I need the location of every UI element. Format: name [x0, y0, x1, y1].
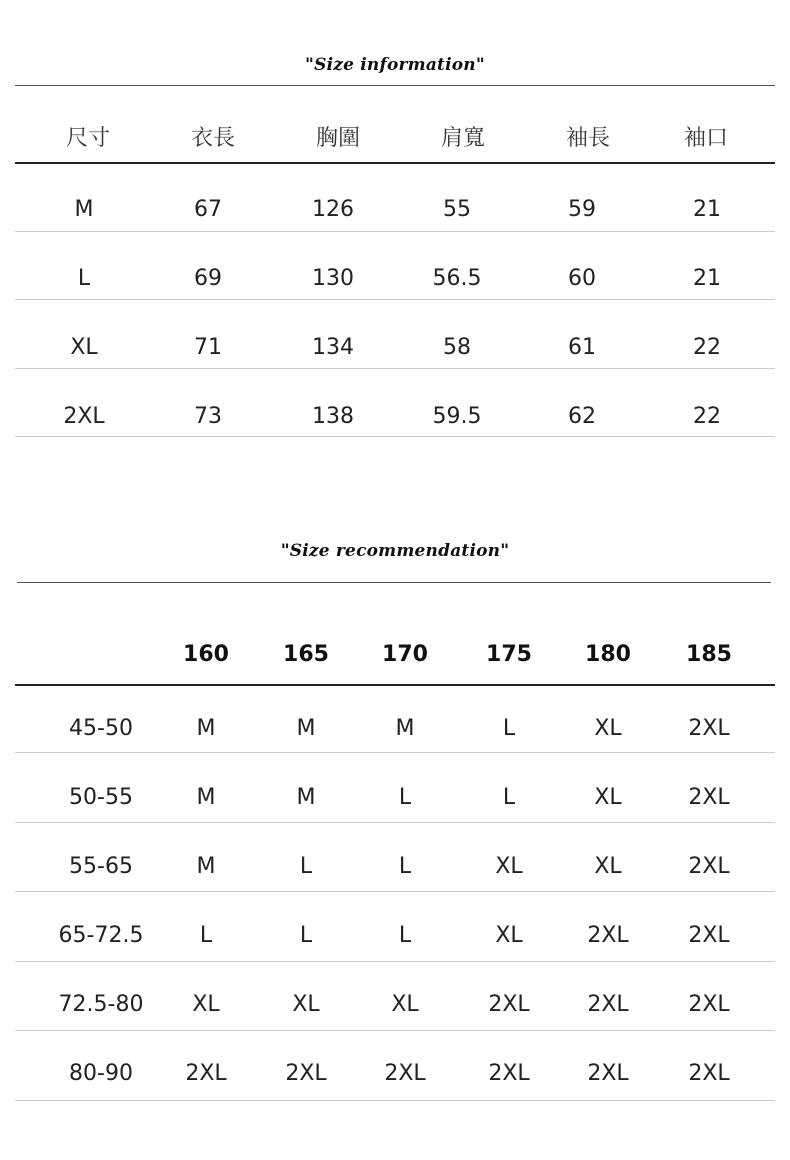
info-cell: 59.5 [432, 404, 482, 429]
rec-cell: XL [292, 992, 320, 1017]
info-cell: 69 [194, 266, 222, 291]
rec-cell: L [398, 854, 412, 879]
info-cell: 22 [693, 335, 721, 360]
info-cell: 61 [568, 335, 596, 360]
info-cell: 55 [443, 197, 471, 222]
rec-cell: 2XL [587, 923, 629, 948]
rec-header-height: 165 [283, 642, 329, 667]
info-cell: 58 [443, 335, 471, 360]
rec-cell: 2XL [688, 716, 730, 741]
rec-cell: 2XL [488, 992, 530, 1017]
info-row-rule [15, 231, 775, 232]
rec-header-height: 175 [486, 642, 532, 667]
rec-cell: 2XL [587, 992, 629, 1017]
rec-cell: 2XL [185, 1061, 227, 1086]
rec-cell: L [398, 923, 412, 948]
info-cell: 134 [312, 335, 354, 360]
rec-cell: 2XL [488, 1061, 530, 1086]
info-cell: 67 [194, 197, 222, 222]
info-header-cuff: 袖口 [683, 126, 728, 151]
rec-cell: XL [594, 854, 622, 879]
rec-cell: XL [495, 923, 523, 948]
rec-row-rule [15, 1100, 775, 1101]
info-header-size: 尺寸 [65, 126, 110, 151]
info-header-shoulder: 肩寬 [440, 126, 485, 151]
rec-cell: XL [192, 992, 220, 1017]
rec-cell: 2XL [384, 1061, 426, 1086]
info-cell: 62 [568, 404, 596, 429]
info-row-rule [15, 299, 775, 300]
rec-cell: 2XL [688, 992, 730, 1017]
rec-cell: XL [594, 785, 622, 810]
info-header-chest: 胸圍 [315, 126, 360, 151]
rec-cell: 2XL [688, 1061, 730, 1086]
info-cell: 130 [312, 266, 354, 291]
info-cell: 21 [693, 197, 721, 222]
info-row-rule [15, 436, 775, 437]
rec-weight-label: 72.5-80 [58, 992, 144, 1017]
info-cell: 71 [194, 335, 222, 360]
info-cell: 126 [312, 197, 354, 222]
rec-header-height: 185 [686, 642, 732, 667]
rec-cell: M [296, 716, 316, 741]
rec-row-rule [15, 961, 775, 962]
rec-weight-label: 80-90 [69, 1061, 133, 1086]
rec-cell: L [199, 923, 213, 948]
rec-weight-label: 50-55 [69, 785, 133, 810]
info-header-rule [15, 162, 775, 164]
info-cell: 73 [194, 404, 222, 429]
info-row-rule [15, 368, 775, 369]
info-cell: 56.5 [432, 266, 482, 291]
size-recommendation-title: "Size recommendation" [280, 541, 510, 561]
info-cell: 60 [568, 266, 596, 291]
rec-cell: M [296, 785, 316, 810]
rec-cell: XL [495, 854, 523, 879]
rec-cell: M [196, 716, 216, 741]
info-cell: 138 [312, 404, 354, 429]
rec-header-height: 160 [183, 642, 229, 667]
size-information-title: "Size information" [305, 55, 485, 75]
rec-cell: 2XL [688, 923, 730, 948]
rec-cell: XL [594, 716, 622, 741]
rec-weight-label: 55-65 [69, 854, 133, 879]
rec-row-rule [15, 1030, 775, 1031]
rec-cell: L [398, 785, 412, 810]
rec-cell: 2XL [688, 854, 730, 879]
info-header-sleeve: 袖長 [565, 126, 610, 151]
info-header-length: 衣長 [190, 126, 235, 151]
rec-cell: L [299, 923, 313, 948]
rec-cell: L [299, 854, 313, 879]
rec-weight-label: 45-50 [69, 716, 133, 741]
info-cell: 2XL [63, 404, 105, 429]
info-cell: M [74, 197, 94, 222]
info-cell: L [77, 266, 91, 291]
rec-cell: 2XL [587, 1061, 629, 1086]
info-cell: XL [70, 335, 98, 360]
rec-weight-label: 65-72.5 [58, 923, 144, 948]
rec-row-rule [15, 822, 775, 823]
rec-header-height: 180 [585, 642, 631, 667]
rec-cell: 2XL [688, 785, 730, 810]
rec-cell: M [196, 854, 216, 879]
rec-cell: XL [391, 992, 419, 1017]
rec-cell: M [395, 716, 415, 741]
rec-header-height: 170 [382, 642, 428, 667]
rec-cell: L [502, 716, 516, 741]
rec-cell: M [196, 785, 216, 810]
rec-header-rule [15, 684, 775, 686]
rec-cell: 2XL [285, 1061, 327, 1086]
rec-cell: L [502, 785, 516, 810]
rec-row-rule [15, 891, 775, 892]
info-cell: 21 [693, 266, 721, 291]
rec-row-rule [15, 752, 775, 753]
info-top-rule [15, 85, 775, 86]
recommend-top-rule [17, 582, 771, 583]
info-cell: 59 [568, 197, 596, 222]
info-cell: 22 [693, 404, 721, 429]
